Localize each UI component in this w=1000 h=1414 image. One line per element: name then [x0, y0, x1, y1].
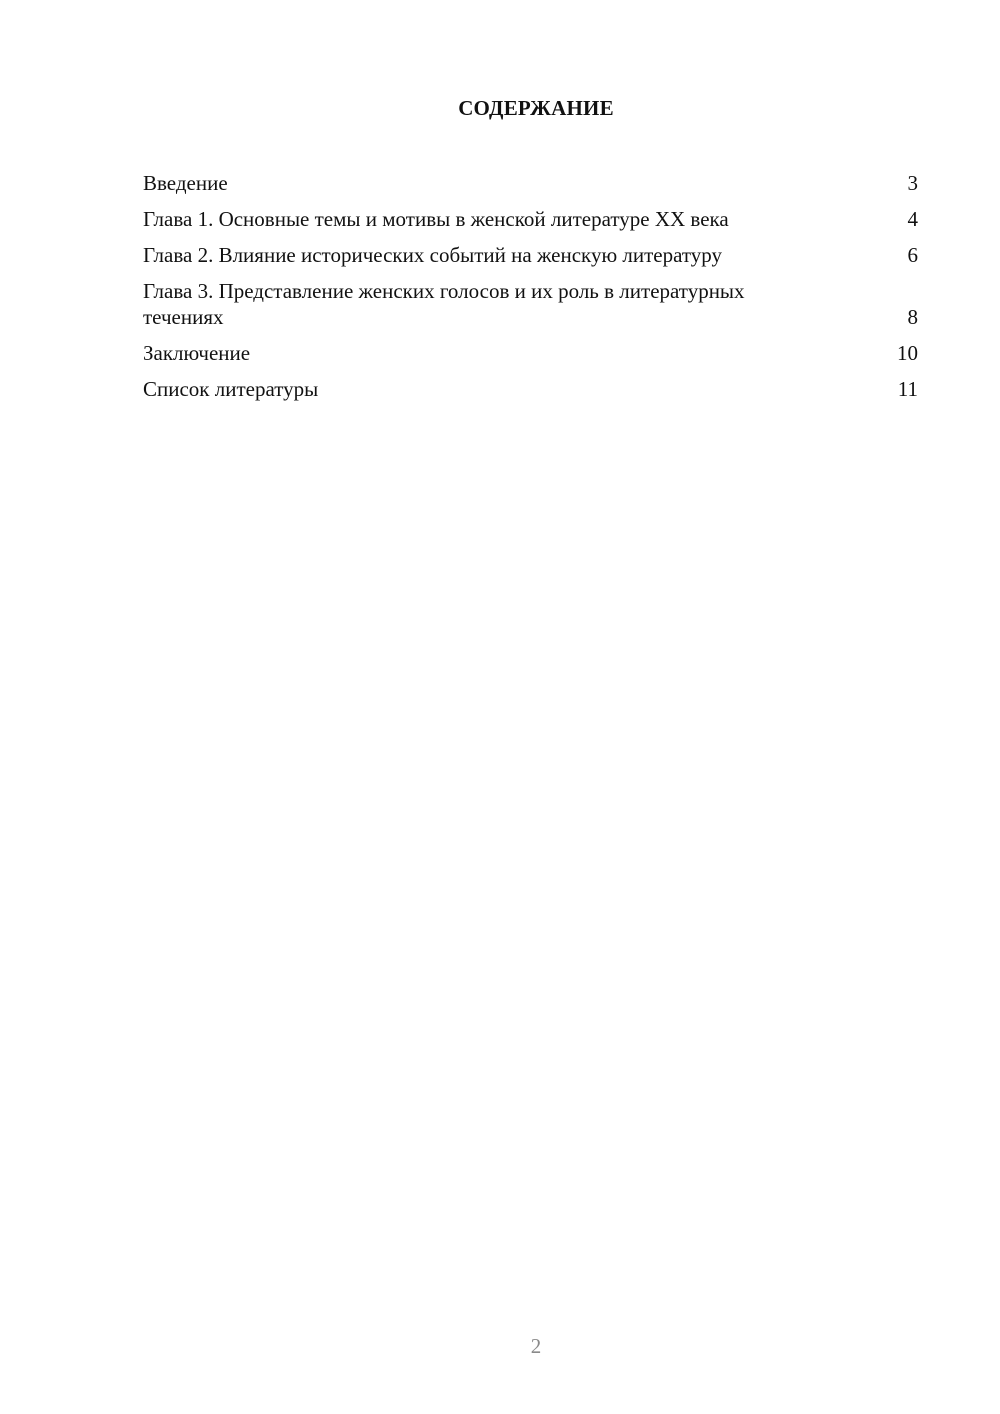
toc-entry-conclusion — [143, 340, 918, 366]
toc-entry-page: 4 — [907, 207, 918, 231]
toc-entry-title: Глава 3. Представление женских голосов и их роль в литературных течениях — [143, 279, 745, 329]
toc-entry-title: Глава 2. Влияние исторических событий на женскую литературу — [143, 243, 723, 267]
toc-entry-page: 8 — [907, 305, 918, 329]
page-title: СОДЕРЖАНИЕ — [458, 96, 614, 120]
toc-entry-introduction — [143, 170, 918, 196]
toc-entry-title: Глава 1. Основные темы и мотивы в женской литературе XX века — [143, 207, 729, 231]
table-of-contents — [143, 170, 918, 412]
toc-entry-title: Введение — [143, 171, 228, 195]
toc-entry-chapter-1 — [143, 206, 918, 232]
toc-entry-page: 11 — [897, 377, 918, 401]
toc-entry-bibliography — [143, 376, 918, 402]
toc-entry-page: 3 — [907, 171, 918, 195]
toc-entry-page: 6 — [907, 243, 918, 267]
toc-entry-title: Список литературы — [143, 377, 319, 401]
toc-entry-chapter-2 — [143, 242, 918, 268]
toc-entry-chapter-3 — [143, 278, 918, 330]
page-number: 2 — [530, 1334, 542, 1358]
toc-entry-page: 10 — [897, 341, 918, 365]
toc-entry-title: Заключение — [143, 341, 251, 365]
